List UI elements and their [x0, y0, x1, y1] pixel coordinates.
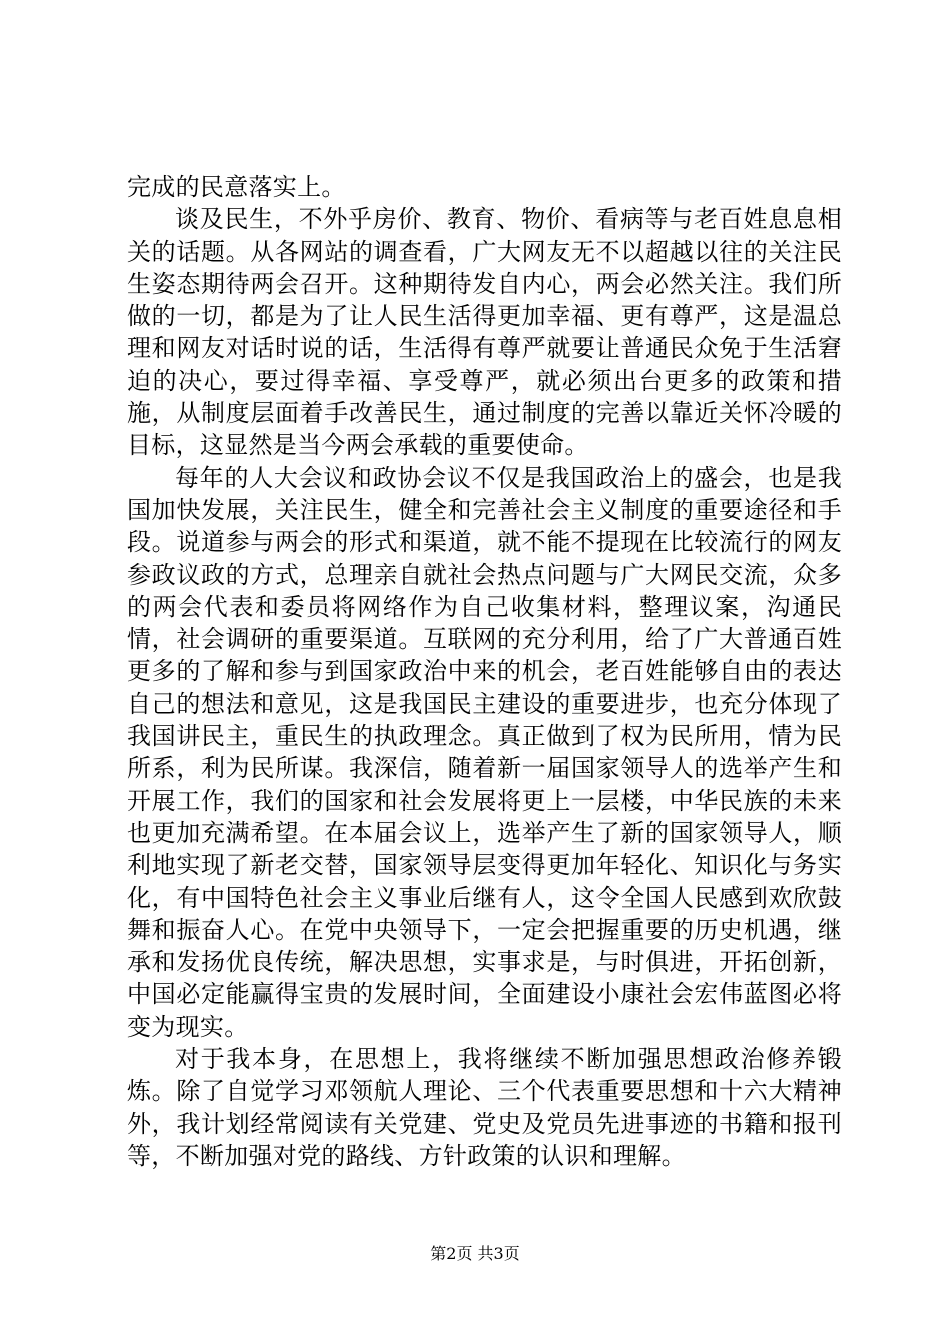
paragraph-livelihood: 谈及民生，不外乎房价、教育、物价、看病等与老百姓息息相关的话题。从各网站的调查看，广大网友无不以超越以往的关注民生姿态期待两会召开。这种期待发自内心，两会必然关注。我们所做的一切，都是为了让人民生活得更加幸福、更有尊严，这是温总理和网友对话时说的话，生活得有尊严就要让普通民众免于生活窘迫的决心，要过得幸福、享受尊严，就必须出台更多的政策和措施，从制度层面着手改善民生，通过制度的完善以靠近关怀冷暖的目标，这显然是当今两会承载的重要使命。 — [127, 205, 842, 460]
paragraph-continuation: 完成的民意落实上。 — [127, 173, 346, 201]
paragraph-two-sessions: 每年的人大会议和政协会议不仅是我国政治上的盛会，也是我国加快发展，关注民生，健全和完善社会主义制度的重要途径和手段。说道参与两会的形式和渠道，就不能不提现在比较流行的网友参政议政的方式，总理亲自就社会热点问题与广大网民交流，众多的两会代表和委员将网络作为自己收集材料，整理议案，沟通民情，社会调研的重要渠道。互联网的充分利用，给了广大普通百姓更多的了解和参与到国家政治中来的机会，老百姓能够自由的表达自己的想法和意见，这是我国民主建设的重要进步，也充分体现了我国讲民主，重民生的执政理念。真正做到了权为民所用，情为民所系，利为民所谋。我深信，随着新一届国家领导人的选举产生和开展工作，我们的国家和社会发展将更上一层楼，中华民族的未来也更加充满希望。在本届会议上，选举产生了新的国家领导人，顺利地实现了新老交替，国家领导层变得更加年轻化、知识化与务实化，有中国特色社会主义事业后继有人，这令全国人民感到欢欣鼓舞和振奋人心。在党中央领导下，一定会把握重要的历史机遇，继承和发扬优良传统，解决思想，实事求是，与时俱进，开拓创新，中国必定能赢得宝贵的发展时间，全面建设小康社会宏伟蓝图必将变为现实。 — [127, 463, 842, 1041]
paragraph-self-improvement: 对于我本身，在思想上，我将继续不断加强思想政治修养锻炼。除了自觉学习邓领航人理论、三个代表重要思想和十六大精神外，我计划经常阅读有关党建、党史及党员先进事迹的书籍和报刊等，不断加强对党的路线、方针政策的认识和理解。 — [127, 1045, 842, 1170]
page-footer — [0, 1244, 950, 1264]
page-number: 第2页 共3页 — [430, 1244, 520, 1263]
body-text — [127, 171, 842, 1172]
